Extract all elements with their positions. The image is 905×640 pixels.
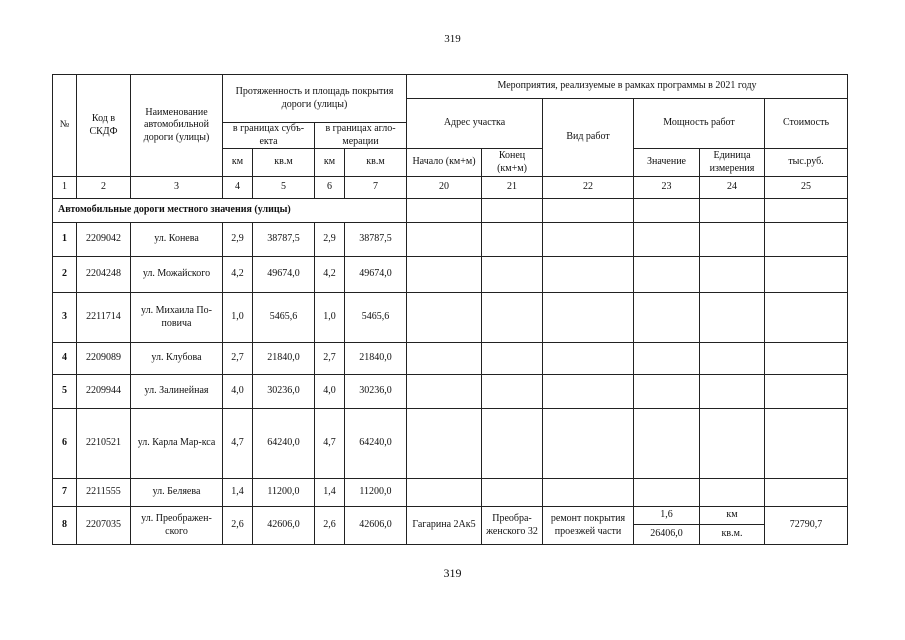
- table-row: [53, 293, 848, 343]
- row-km-agglo: 1,0: [315, 293, 345, 343]
- row-sqm-subject: 49674,0: [253, 257, 315, 293]
- row-km-agglo: 2,6: [315, 507, 345, 545]
- row-road-name: ул. Можайского: [131, 257, 223, 293]
- row-number: 7: [53, 479, 77, 507]
- header-subject-limits: в границах субъ-екта: [223, 123, 315, 149]
- col-number: 4: [223, 177, 253, 199]
- table-row: [53, 343, 848, 375]
- row-code: 2207035: [77, 507, 131, 545]
- header-end: Конец (км+м): [482, 149, 543, 177]
- row-km-subject: 1,0: [223, 293, 253, 343]
- row-road-name: ул. Карла Мар-кса: [131, 409, 223, 479]
- column-numbers-row: [53, 177, 848, 199]
- header-work-type: Вид работ: [543, 99, 634, 177]
- col-number: 2: [77, 177, 131, 199]
- row-km-subject: 4,7: [223, 409, 253, 479]
- header-events: Мероприятия, реализуемые в рамках программы в 2021 году: [407, 75, 848, 99]
- row-unit-km: км: [700, 507, 765, 525]
- row-number: 1: [53, 223, 77, 257]
- row-sqm-subject: 42606,0: [253, 507, 315, 545]
- header-value: Значение: [634, 149, 700, 177]
- row-sqm-agglo: 21840,0: [345, 343, 407, 375]
- col-number: 3: [131, 177, 223, 199]
- row-sqm-agglo: 11200,0: [345, 479, 407, 507]
- row-road-name: ул. Михаила По-повича: [131, 293, 223, 343]
- table-row: [53, 257, 848, 293]
- row-km-agglo: 4,2: [315, 257, 345, 293]
- row-road-name: ул. Клубова: [131, 343, 223, 375]
- row-cost: 72790,7: [765, 507, 848, 545]
- row-km-subject: 1,4: [223, 479, 253, 507]
- row-sqm-agglo: 30236,0: [345, 375, 407, 409]
- col-number: 22: [543, 177, 634, 199]
- row-number: 3: [53, 293, 77, 343]
- row-km-subject: 4,0: [223, 375, 253, 409]
- header-km-2: км: [315, 149, 345, 177]
- table-row: [53, 479, 848, 507]
- row-value-sqm: 26406,0: [634, 525, 700, 545]
- row-code: 2211555: [77, 479, 131, 507]
- row-code: 2209089: [77, 343, 131, 375]
- row-km-agglo: 1,4: [315, 479, 345, 507]
- col-number: 24: [700, 177, 765, 199]
- row-sqm-subject: 21840,0: [253, 343, 315, 375]
- col-number: 6: [315, 177, 345, 199]
- roads-table: [52, 74, 848, 545]
- row-code: 2209944: [77, 375, 131, 409]
- header-agglo-limits: в границах агло-мерации: [315, 123, 407, 149]
- row-sqm-agglo: 49674,0: [345, 257, 407, 293]
- row-sqm-subject: 30236,0: [253, 375, 315, 409]
- table-row: [53, 223, 848, 257]
- row-km-subject: 2,7: [223, 343, 253, 375]
- col-number: 7: [345, 177, 407, 199]
- row-number: 8: [53, 507, 77, 545]
- row-road-name: ул. Конева: [131, 223, 223, 257]
- row-sqm-agglo: 38787,5: [345, 223, 407, 257]
- row-sqm-subject: 38787,5: [253, 223, 315, 257]
- row-work-type: ремонт покрытия проезжей части: [543, 507, 634, 545]
- row-sqm-subject: 5465,6: [253, 293, 315, 343]
- row-km-agglo: 4,7: [315, 409, 345, 479]
- row-km-subject: 2,9: [223, 223, 253, 257]
- row-number: 4: [53, 343, 77, 375]
- row-km-agglo: 2,9: [315, 223, 345, 257]
- header-address: Адрес участка: [407, 99, 543, 149]
- row-road-name: ул. Беляева: [131, 479, 223, 507]
- row-number: 6: [53, 409, 77, 479]
- row-road-name: ул. Залинейная: [131, 375, 223, 409]
- col-number: 5: [253, 177, 315, 199]
- row-value-km: 1,6: [634, 507, 700, 525]
- header-sqm-1: кв.м: [253, 149, 315, 177]
- header-name: Наименование автомобильной дороги (улицы): [131, 75, 223, 177]
- col-number: 20: [407, 177, 482, 199]
- row-km-subject: 4,2: [223, 257, 253, 293]
- table-row: [53, 375, 848, 409]
- page-number-top: 319: [444, 33, 461, 45]
- row-km-agglo: 4,0: [315, 375, 345, 409]
- table-row: [53, 409, 848, 479]
- row-number: 5: [53, 375, 77, 409]
- table-row: [53, 507, 848, 525]
- header-length-area: Протяженность и площадь покрытия дороги (улицы): [223, 75, 407, 123]
- row-sqm-subject: 64240,0: [253, 409, 315, 479]
- page-number-bottom: 319: [443, 566, 462, 580]
- section-title: Автомобильные дороги местного значения (улицы): [53, 199, 407, 223]
- row-sqm-agglo: 64240,0: [345, 409, 407, 479]
- col-number: 21: [482, 177, 543, 199]
- row-code: 2204248: [77, 257, 131, 293]
- header-no: №: [53, 75, 77, 177]
- col-number: 1: [53, 177, 77, 199]
- row-code: 2210521: [77, 409, 131, 479]
- header-km-1: км: [223, 149, 253, 177]
- row-number: 2: [53, 257, 77, 293]
- header-unit: Единица измерения: [700, 149, 765, 177]
- header-capacity: Мощность работ: [634, 99, 765, 149]
- row-start: Гагарина 2Ак5: [407, 507, 482, 545]
- row-unit-sqm: кв.м.: [700, 525, 765, 545]
- row-sqm-agglo: 5465,6: [345, 293, 407, 343]
- row-sqm-agglo: 42606,0: [345, 507, 407, 545]
- header-code: Код в СКДФ: [77, 75, 131, 177]
- row-code: 2211714: [77, 293, 131, 343]
- header-sqm-2: кв.м: [345, 149, 407, 177]
- header-start: Начало (км+м): [407, 149, 482, 177]
- col-number: 25: [765, 177, 848, 199]
- header-cost-unit: тыс.руб.: [765, 149, 848, 177]
- row-road-name: ул. Преображен-ского: [131, 507, 223, 545]
- row-end: Преобра-женского 32: [482, 507, 543, 545]
- row-km-subject: 2,6: [223, 507, 253, 545]
- col-number: 23: [634, 177, 700, 199]
- row-km-agglo: 2,7: [315, 343, 345, 375]
- row-code: 2209042: [77, 223, 131, 257]
- header-cost: Стоимость: [765, 99, 848, 149]
- row-sqm-subject: 11200,0: [253, 479, 315, 507]
